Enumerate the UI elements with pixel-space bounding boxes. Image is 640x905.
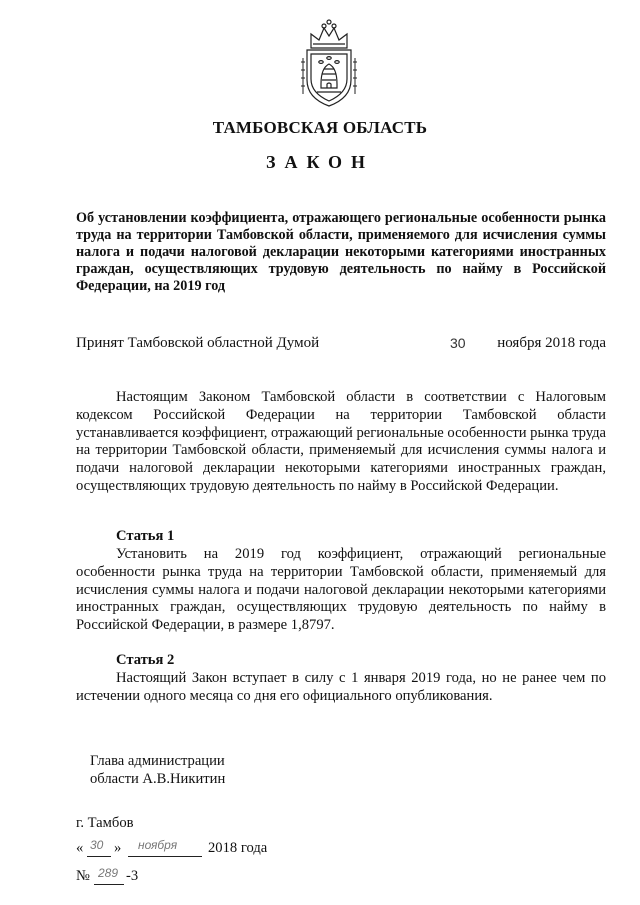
adoption-day: 30	[450, 335, 466, 351]
month-underline	[128, 856, 202, 857]
place-of-signing: г. Тамбов	[76, 815, 134, 831]
article-2-heading: Статья 2	[116, 652, 175, 668]
signing-date	[76, 840, 296, 860]
coat-of-arms-icon	[297, 18, 361, 110]
preamble-paragraph: Настоящим Законом Тамбовской области в соответствии с Налоговым кодексом Российской Федерации на территории Тамбовской области устанавливается коэффициент, отражающий региональные особенности рынка труда на территории Тамбовской области, применяемый для исчисления суммы налога и подачи налоговой декларации некоторыми категориями иностранных граждан, осуществляющих трудовую деятельность по найму в Российской Федерации.	[76, 389, 607, 494]
adoption-line	[76, 335, 606, 355]
signatory-name: области А.В.Никитин	[90, 771, 226, 787]
quote-open: «	[76, 840, 84, 856]
adoption-month-year: ноября 2018 года	[497, 335, 606, 351]
article-2-text: Настоящий Закон вступает в силу с 1 января 2019 года, но не ранее чем по истечении одного месяца со дня его официального опубликования.	[76, 670, 606, 704]
quote-close: »	[114, 840, 122, 856]
region-title: ТАМБОВСКАЯ ОБЛАСТЬ	[212, 118, 428, 137]
day-underline	[87, 856, 111, 857]
law-number	[76, 868, 196, 888]
number-sign: №	[76, 868, 90, 884]
law-subject-title: Об установлении коэффициента, отражающего региональные особенности рынка труда на территории Тамбовской области, применяемого для исчисления суммы налога и подачи налоговой декларации некоторыми категориями иностранных граждан, осуществляющих трудовую деятельность по найму в Российской Федерации, на 2019 год	[76, 210, 606, 294]
article-1-text: Установить на 2019 год коэффициент, отражающий региональные особенности рынка труда на территории Тамбовской области, применяемый для исчисления суммы налога и подачи налоговой декларации некоторыми категориями иностранных граждан, осуществляющих трудовую деятельность по найму в Российской Федерации, в размере 1,8797.	[76, 546, 606, 634]
signature-block	[90, 752, 225, 788]
signatory-position: Глава администрации	[90, 753, 225, 769]
article-1-heading: Статья 1	[116, 528, 175, 544]
number-underline	[94, 884, 124, 885]
adoption-label: Принят Тамбовской областной Думой	[76, 335, 320, 351]
signing-year: 2018 года	[208, 840, 268, 856]
number-suffix: -3	[126, 868, 139, 884]
signing-day: 30	[90, 838, 104, 852]
document-type-heading: ЗАКОН	[265, 152, 375, 172]
number-value: 289	[98, 866, 119, 880]
signing-month: ноября	[138, 838, 178, 852]
